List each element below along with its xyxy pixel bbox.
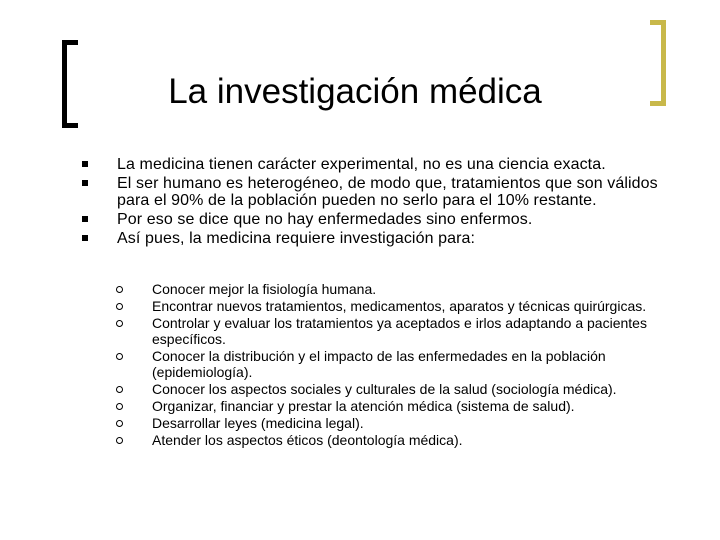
square-bullet-icon bbox=[82, 180, 88, 186]
circle-bullet-icon bbox=[116, 320, 123, 327]
sub-bullet-item bbox=[116, 298, 676, 314]
bullet-item bbox=[82, 211, 682, 228]
square-bullet-icon bbox=[82, 216, 88, 222]
sub-bullet-item bbox=[116, 432, 676, 448]
circle-bullet-icon bbox=[116, 403, 123, 410]
sub-bullet-item bbox=[116, 398, 676, 414]
circle-bullet-icon bbox=[116, 437, 123, 444]
sub-bullet-item bbox=[116, 281, 676, 297]
sub-bullet-text: Desarrollar leyes (medicina legal). bbox=[152, 415, 364, 431]
circle-bullet-icon bbox=[116, 386, 123, 393]
circle-bullet-icon bbox=[116, 303, 123, 310]
square-bullet-icon bbox=[82, 161, 88, 167]
bullet-item bbox=[82, 156, 682, 173]
sub-bullet-text: Conocer mejor la fisiología humana. bbox=[152, 281, 377, 297]
circle-bullet-icon bbox=[116, 420, 123, 427]
sub-bullet-item bbox=[116, 315, 676, 347]
sub-bullet-item bbox=[116, 415, 676, 431]
circle-bullet-icon bbox=[116, 286, 123, 293]
sub-bullet-text: Organizar, financiar y prestar la atención médica (sistema de salud). bbox=[152, 398, 575, 414]
square-bullet-icon bbox=[82, 235, 88, 241]
bullet-item bbox=[82, 230, 682, 247]
bullet-list bbox=[82, 156, 682, 249]
sub-bullet-text: Conocer la distribución y el impacto de las enfermedades en la población (epidemiología). bbox=[152, 348, 606, 380]
sub-bullet-item bbox=[116, 348, 676, 380]
sub-bullet-item bbox=[116, 381, 676, 397]
slide-title: La investigación médica bbox=[168, 72, 542, 111]
bullet-text: El ser humano es heterogéneo, de modo que, tratamientos que son válidos para el 90% de la población pueden no serlo para el 10% restante. bbox=[117, 175, 658, 209]
bullet-item bbox=[82, 175, 682, 209]
bullet-text: Así pues, la medicina requiere investigación para: bbox=[117, 230, 476, 247]
sub-bullet-text: Encontrar nuevos tratamientos, medicamentos, aparatos y técnicas quirúrgicas. bbox=[152, 298, 647, 314]
bullet-text: Por eso se dice que no hay enfermedades sino enfermos. bbox=[117, 211, 533, 228]
bullet-text: La medicina tienen carácter experimental, no es una ciencia exacta. bbox=[117, 156, 606, 173]
sub-bullet-list bbox=[116, 281, 676, 449]
circle-bullet-icon bbox=[116, 353, 123, 360]
sub-bullet-text: Controlar y evaluar los tratamientos ya aceptados e irlos adaptando a pacientes específicos. bbox=[152, 315, 647, 347]
sub-bullet-text: Conocer los aspectos sociales y culturales de la salud (sociología médica). bbox=[152, 381, 617, 397]
sub-bullet-text: Atender los aspectos éticos (deontología médica). bbox=[152, 432, 463, 448]
